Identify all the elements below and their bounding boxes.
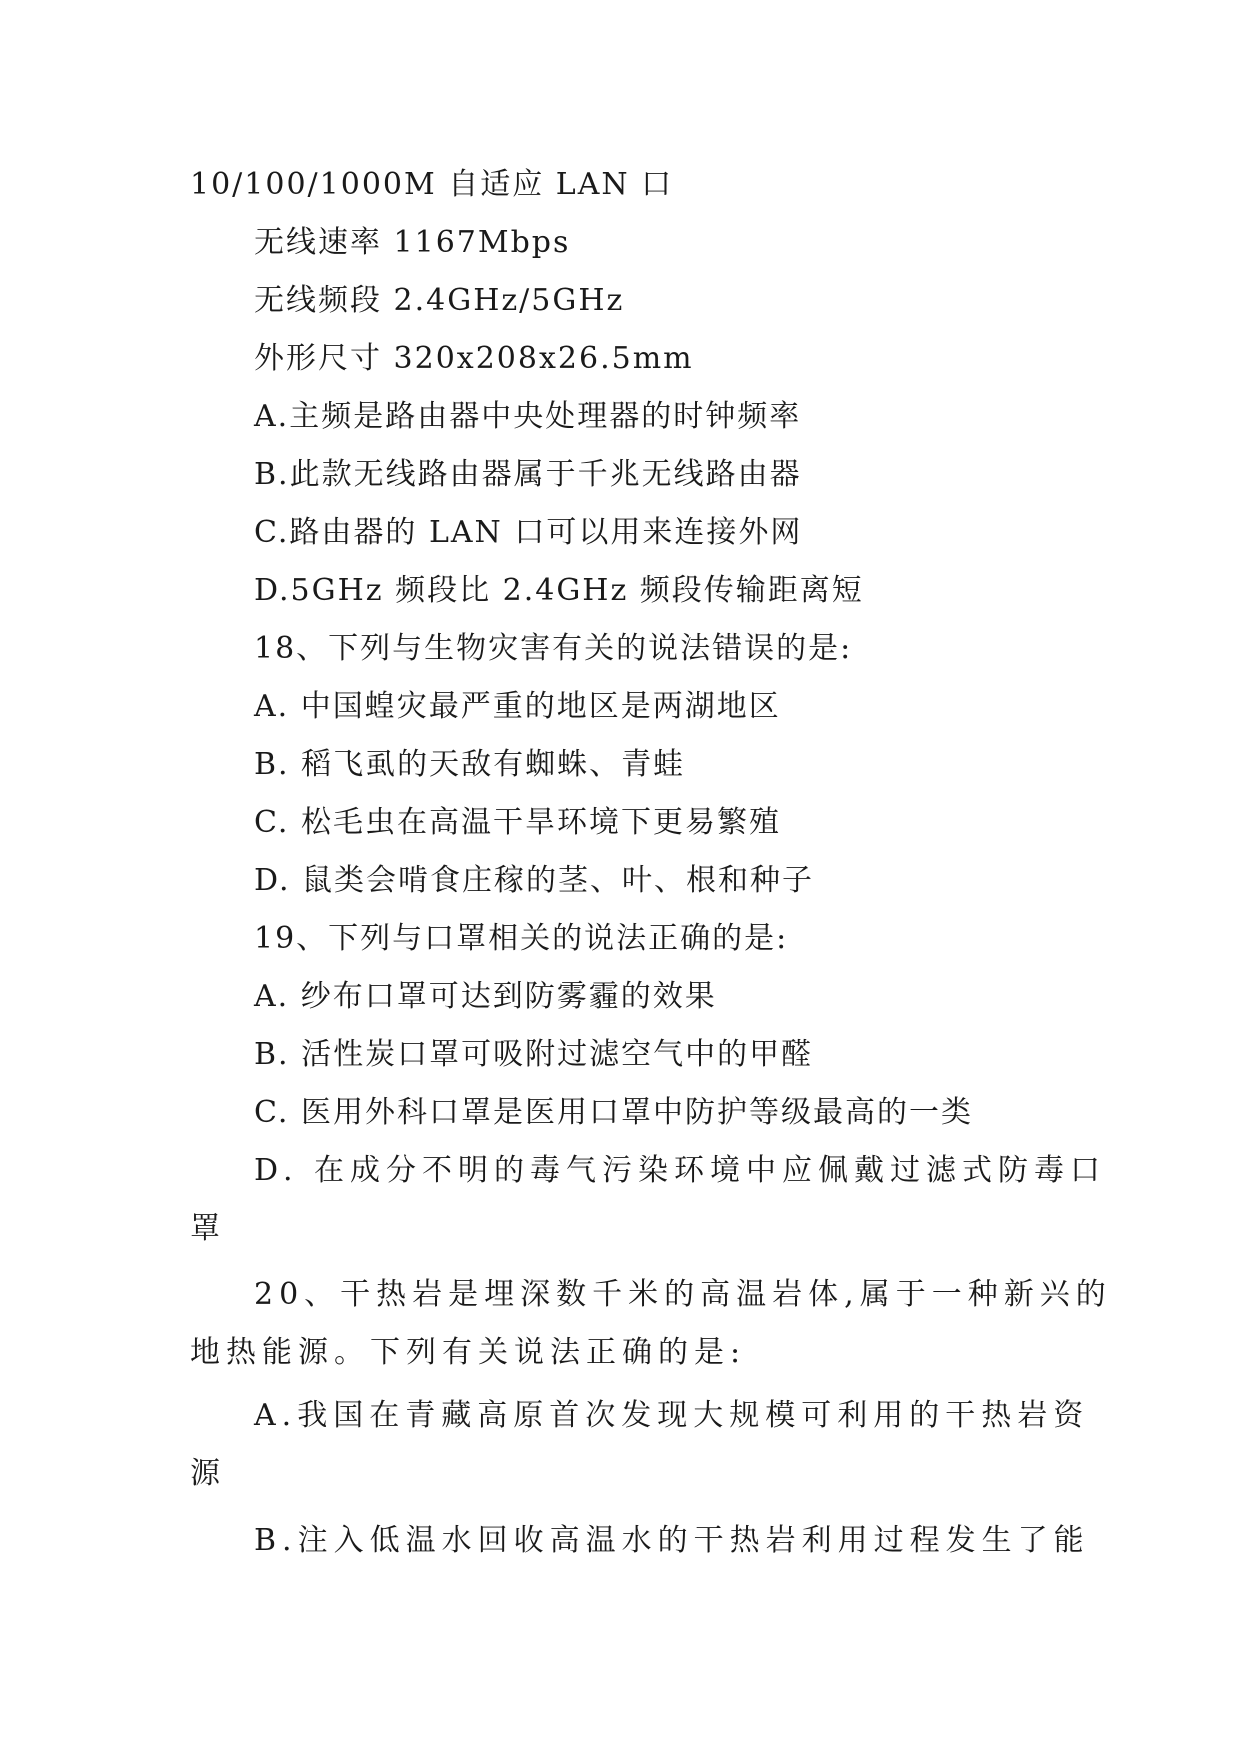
q19-option-b: B. 活性炭口罩可吸附过滤空气中的甲醛 <box>254 1037 814 1072</box>
q17-option-d: D.5GHz 频段比 2.4GHz 频段传输距离短 <box>254 573 864 608</box>
q19-option-d-cont: 罩 <box>190 1211 222 1246</box>
q20-option-b: B.注入低温水回收高温水的干热岩利用过程发生了能 <box>254 1523 1090 1558</box>
spec-wireless-rate: 无线速率 1167Mbps <box>254 225 571 260</box>
q19-stem: 19、下列与口罩相关的说法正确的是: <box>254 921 789 956</box>
q18-option-b: B. 稻飞虱的天敌有蜘蛛、青蛙 <box>254 747 686 782</box>
q20-stem: 20、干热岩是埋深数千米的高温岩体,属于一种新兴的 <box>254 1277 1112 1312</box>
q17-option-b: B.此款无线路由器属于千兆无线路由器 <box>254 457 802 492</box>
q18-stem: 18、下列与生物灾害有关的说法错误的是: <box>254 631 853 666</box>
q17-option-c: C.路由器的 LAN 口可以用来连接外网 <box>254 515 803 550</box>
q20-option-a: A.我国在青藏高原首次发现大规模可利用的干热岩资 <box>254 1398 1090 1433</box>
spec-dimensions: 外形尺寸 320x208x26.5mm <box>254 341 694 376</box>
q19-option-c: C. 医用外科口罩是医用口罩中防护等级最高的一类 <box>254 1095 973 1130</box>
q18-option-a: A. 中国蝗灾最严重的地区是两湖地区 <box>254 689 781 724</box>
spec-wireless-band: 无线频段 2.4GHz/5GHz <box>254 283 625 318</box>
q19-option-a: A. 纱布口罩可达到防雾霾的效果 <box>254 979 717 1014</box>
q19-option-d: D. 在成分不明的毒气污染环境中应佩戴过滤式防毒口 <box>254 1153 1107 1188</box>
q20-option-a-cont: 源 <box>190 1456 222 1491</box>
q18-option-c: C. 松毛虫在高温干旱环境下更易繁殖 <box>254 805 781 840</box>
spec-lan-port: 10/100/1000M 自适应 LAN 口 <box>190 167 674 202</box>
q17-option-a: A.主频是路由器中央处理器的时钟频率 <box>254 399 802 434</box>
q20-stem-cont: 地热能源。下列有关说法正确的是: <box>190 1335 747 1370</box>
q18-option-d: D. 鼠类会啃食庄稼的茎、叶、根和种子 <box>254 863 815 898</box>
